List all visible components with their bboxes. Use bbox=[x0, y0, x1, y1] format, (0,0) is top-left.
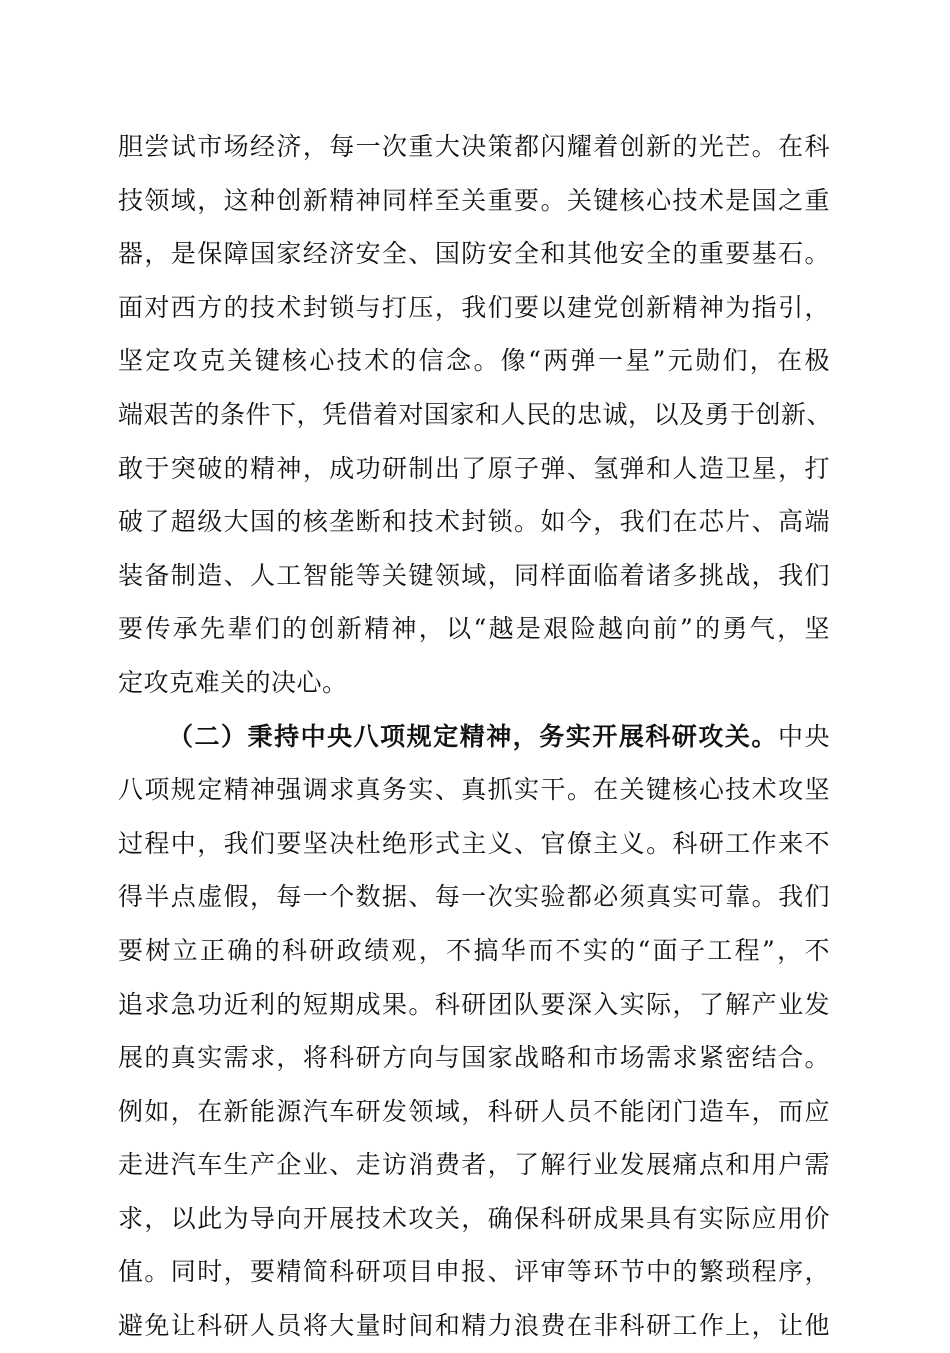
text-line: 技领域，这种创新精神同样至关重要。关键核心技术是国之重 bbox=[118, 185, 830, 215]
text-line: 定攻克难关的决心。 bbox=[118, 667, 348, 697]
paragraph-2 bbox=[118, 710, 830, 1353]
text-line: 装备制造、人工智能等关键领域，同样面临着诸多挑战，我们 bbox=[118, 560, 830, 590]
text-line: 面对西方的技术封锁与打压，我们要以建党创新精神为指引， bbox=[118, 292, 830, 322]
document-body bbox=[118, 120, 833, 1353]
text-line: 端艰苦的条件下，凭借着对国家和人民的忠诚，以及勇于创新、 bbox=[118, 399, 833, 429]
text-line: 得半点虚假，每一个数据、每一次实验都必须真实可靠。我们 bbox=[118, 882, 830, 912]
text-line: 胆尝试市场经济，每一次重大决策都闪耀着创新的光芒。在科 bbox=[118, 132, 830, 161]
text-line: 展的真实需求，将科研方向与国家战略和市场需求紧密结合。 bbox=[118, 1043, 830, 1073]
text-line: 要树立正确的科研政绩观，不搞华而不实的“面子工程”，不 bbox=[118, 935, 830, 965]
text-line: 例如，在新能源汽车研发领域，科研人员不能闭门造车，而应 bbox=[118, 1096, 830, 1126]
text-line: 值。同时，要精简科研项目申报、评审等环节中的繁琐程序， bbox=[118, 1257, 830, 1287]
text-line: 过程中，我们要坚决杜绝形式主义、官僚主义。科研工作来不 bbox=[118, 828, 830, 858]
section-heading-line bbox=[118, 710, 830, 764]
text-line: 避免让科研人员将大量时间和精力浪费在非科研工作上，让他 bbox=[118, 1311, 830, 1341]
text-line: 破了超级大国的核垄断和技术封锁。如今，我们在芯片、高端 bbox=[118, 507, 830, 537]
text-line: 器，是保障国家经济安全、国防安全和其他安全的重要基石。 bbox=[118, 239, 830, 269]
text-line: 追求急功近利的短期成果。科研团队要深入实际，了解产业发 bbox=[118, 989, 830, 1019]
paragraph-1 bbox=[118, 120, 833, 710]
text-line: 八项规定精神强调求真务实、真抓实干。在关键核心技术攻坚 bbox=[118, 775, 830, 805]
text-line: 走进汽车生产企业、走访消费者，了解行业发展痛点和用户需 bbox=[118, 1150, 830, 1180]
text-line: 敢于突破的精神，成功研制出了原子弹、氢弹和人造卫星，打 bbox=[118, 453, 830, 483]
heading-line-rest: 中央 bbox=[777, 721, 830, 751]
text-line: 坚定攻克关键核心技术的信念。像“两弹一星”元勋们，在极 bbox=[118, 346, 830, 376]
section-heading: （二）秉持中央八项规定精神，务实开展科研攻关。 bbox=[168, 721, 778, 751]
text-line: 要传承先辈们的创新精神，以“越是艰险越向前”的勇气，坚 bbox=[118, 614, 830, 644]
text-line: 求，以此为导向开展技术攻关，确保科研成果具有实际应用价 bbox=[118, 1203, 830, 1233]
